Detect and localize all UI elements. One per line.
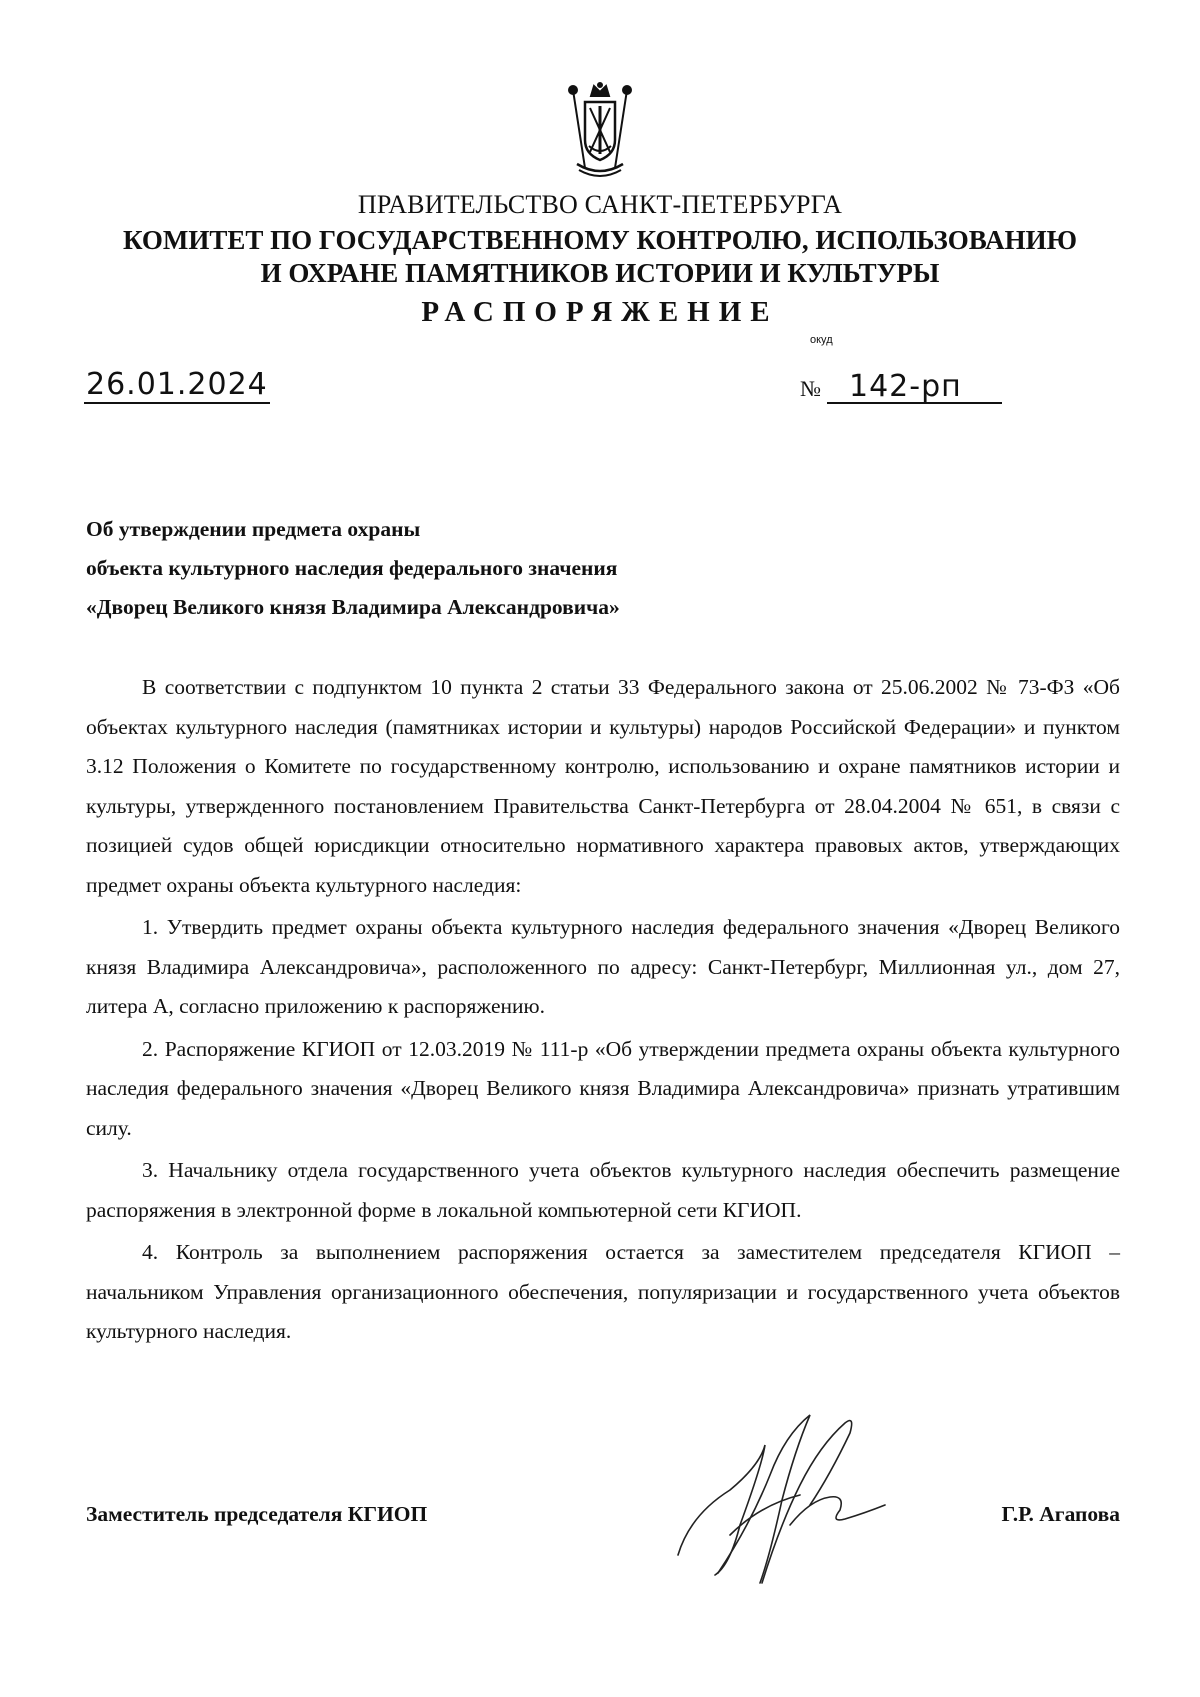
number-value: 142-рп — [827, 372, 1002, 404]
coat-of-arms-icon — [565, 82, 635, 178]
okud-label: окуд — [810, 334, 833, 346]
committee-heading — [0, 224, 1200, 290]
government-heading: ПРАВИТЕЛЬСТВО САНКТ-ПЕТЕРБУРГА — [357, 190, 843, 219]
item-2: 2. Распоряжение КГИОП от 12.03.2019 № 111-р «Об утверждении предмета охраны объекта культурного наследия федерального значения «Дворец Великого князя Владимира Александровича» признать утратившим силу. — [86, 1036, 1120, 1140]
item-1: 1. Утвердить предмет охраны объекта культурного наследия федерального значения «Дворец Великого князя Владимира Александровича», расположенного по адресу: Санкт-Петербург, Миллионная ул., дом 27, литера А, согласно приложению к распоряжению. — [86, 915, 1120, 1018]
document-body — [86, 668, 1120, 1352]
item-3: 3. Начальнику отдела государственного учета объектов культурного наследия обеспечить размещение распоряжения в электронной форме в локальной компьютерной сети КГИОП. — [86, 1158, 1120, 1222]
preamble-paragraph: В соответствии с подпунктом 10 пункта 2 статьи 33 Федерального закона от 25.06.2002 № 73-ФЗ «Об объектах культурного наследия (памятниках истории и культуры) народов Российской Федерации» и пунктом 3.12 Положения о Комитете по государственному контролю, использованию и охране памятников истории и культуры, утвержденного постановлением Правительства Санкт-Петербурга от 28.04.2004 № 651, в связи с позицией судов общей юрисдикции относительно нормативного характера правовых актов, утверждающих предмет охраны объекта культурного наследия: — [86, 675, 1120, 897]
subject-line-1: Об утверждении предмета охраны — [86, 517, 421, 541]
committee-line-1: КОМИТЕТ ПО ГОСУДАРСТВЕННОМУ КОНТРОЛЮ, ИСПОЛЬЗОВАНИЮ — [123, 225, 1077, 255]
subject-line-3: «Дворец Великого князя Владимира Александровича» — [86, 595, 620, 619]
document-date: 26.01.2024 — [86, 367, 268, 402]
document-type-title: РАСПОРЯЖЕНИЕ — [421, 296, 779, 328]
document-number — [800, 369, 1002, 404]
item-4: 4. Контроль за выполнением распоряжения остается за заместителем председателя КГИОП – начальником Управления организационного обеспечения, популяризации и государственного учета объектов культурного наследия. — [86, 1240, 1120, 1343]
handwritten-signature — [670, 1405, 910, 1590]
document-subject — [86, 510, 620, 627]
signer-position: Заместитель председателя КГИОП — [86, 1502, 428, 1526]
signer-name: Г.Р. Агапова — [1001, 1502, 1120, 1526]
number-sign: № — [800, 376, 821, 401]
committee-line-2: И ОХРАНЕ ПАМЯТНИКОВ ИСТОРИИ И КУЛЬТУРЫ — [260, 258, 940, 288]
subject-line-2: объекта культурного наследия федерального значения — [86, 556, 618, 580]
